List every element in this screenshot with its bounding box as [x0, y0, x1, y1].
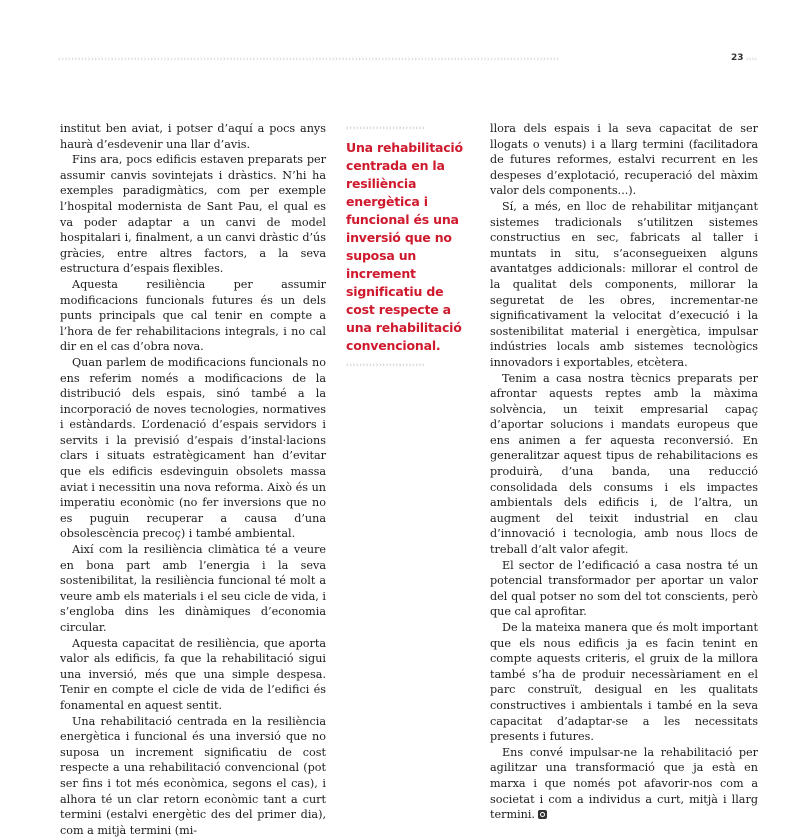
paragraph: Aquesta capacitat de resiliència, que aporta valor als edificis, fa que la rehabilitació sigui una inversió, més que una simple despesa. Tenir en compte el cicle de vida de l’edifici és fonamental en aquest sentit. [60, 636, 326, 712]
paragraph: De la mateixa manera que és molt important que els nous edificis ja es facin tenint en compte aquests criteris, el gruix de la millora també s’ha de produir necessàriament en el parc construït, desigual en les qualitats constructives i ambientals i també en la seva capacitat d’adaptar-se a les necessitats presents i futures. [490, 621, 758, 744]
paragraph: Aquesta resiliència per assumir modificacions funcionals futures és un dels punts principals que cal tenir en compte a l’hora de fer rehabilitacions integrals, i no cal dir en el cas d’obra nova. [60, 277, 326, 354]
paragraph: Una rehabilitació centrada en la resiliència energètica i funcional és una inversió que no suposa un increment significatiu de cost respecte a una rehabilitació convencional (pot ser fins i tot més econòmica, segons el cas), i alhora té un clar retorn econòmic tant a curt termini (estalvi energètic des del primer dia), com a mitjà termini (mi- [60, 714, 326, 837]
end-of-article-icon [538, 810, 547, 819]
paragraph: institut ben aviat, i potser d’aquí a pocs anys haurà d’esdevenir una llar d’avis. [60, 122, 326, 151]
page-number: 23 [731, 53, 744, 63]
pull-quote-text: Una rehabilitació centrada en la resiliència energètica i funcional és una inversió que no suposa un increment significatiu de cost respecte a una rehabilitació convencional. [346, 140, 463, 353]
pull-quote [346, 124, 474, 370]
paragraph: Tenim a casa nostra tècnics preparats per afrontar aquests reptes amb la màxima solvència, un teixit empresarial capaç d’aportar solucions i mandats europeus que ens animen a fer aquesta reconversió. En generalitzar aquest tipus de rehabilitacions es produirà, d’una banda, una reducció consolidada dels consums i els impactes ambientals dels edificis i, de l’altra, un augment del teixit industrial en clau d’innovació i tecnologia, amb nous llocs de treball d’alt valor afegit. [490, 371, 758, 557]
paragraph: El sector de l’edificació a casa nostra té un potencial transformador per aportar un valor del qual potser no som del tot conscients, però que cal aprofitar. [490, 558, 758, 619]
left-text-column [60, 121, 326, 838]
paragraph: llora dels espais i la seva capacitat de ser llogats o venuts) i a llarg termini (facilitadora de futures reformes, estalvi recurrent en les despeses d’explotació, recuperació del màxim valor dels components...). [490, 122, 758, 198]
paragraph: Quan parlem de modificacions funcionals no ens referim només a modificacions de la distribució dels espais, sinó també a la incorporació de noves tecnologies, normatives i estàndards. L’ordenació d’espais servidors i servits i la previsió d’espais d’instal·lacions clars i situats estratègicament han d’evitar que els edificis esdevinguin obsolets massa aviat i necessitin una nova reforma. Això és un imperatiu econòmic (no fer inversions que no es puguin recuperar a causa d’una obsolescència precoç) i també ambiental. [60, 355, 326, 541]
header-chevron-rule: ›››››››››››››››››››››››››››››››››››››››››››››››››››››››››››››››››››››››››››››››››››››››››››››››››››››››››››››››››››››››››››››››››››››››››››››››››››››››› [58, 55, 560, 63]
paragraph: Així com la resiliència climàtica té a veure en bona part amb l’energia i la seva sostenibilitat, la resiliència funcional té molt a veure amb els materials i el seu cicle de vida, i s’engloba dins les dinàmiques d’economia circular. [60, 543, 326, 634]
right-text-column [490, 121, 758, 823]
pull-quote-bottom-rule: ›››››››››››››››››››››››› [346, 361, 426, 369]
paragraph: Fins ara, pocs edificis estaven preparats per assumir canvis sovintejats i dràstics. N’hi ha exemples paradigmàtics, com per exemple l’hospital modernista de Sant Pau, el qual es va poder adaptar a un canvi de model hospitalari i, finalment, a un canvi dràstic d’ús gràcies, entre altres factors, a la seva estructura d’espais flexibles. [60, 153, 326, 276]
paragraph: Sí, a més, en lloc de rehabilitar mitjançant sistemes tradicionals s’utilitzen sistemes constructius en sec, fabricats al taller i muntats in situ, s’aconsegueixen alguns avantatges addicionals: millorar el control de la qualitat dels components, millorar la seguretat de les obres, incrementar-ne significativament la velocitat d’execució i la sostenibilitat material i energètica, impulsar indústries locals amb sistemes tecnològics innovadors i exportables, etcètera. [490, 199, 758, 369]
header-chevron-tail: ›››› [746, 55, 758, 63]
pull-quote-top-rule: ›››››››››››››››››››››››› [346, 124, 426, 132]
paragraph-final [490, 745, 758, 823]
paragraph-final-text: Ens convé impulsar-ne la rehabilitació per agilitzar una transformació que ja està en marxa i que només pot afavorir-nos com a societat i com a individus a curt, mitjà i llarg termini. [490, 745, 758, 822]
